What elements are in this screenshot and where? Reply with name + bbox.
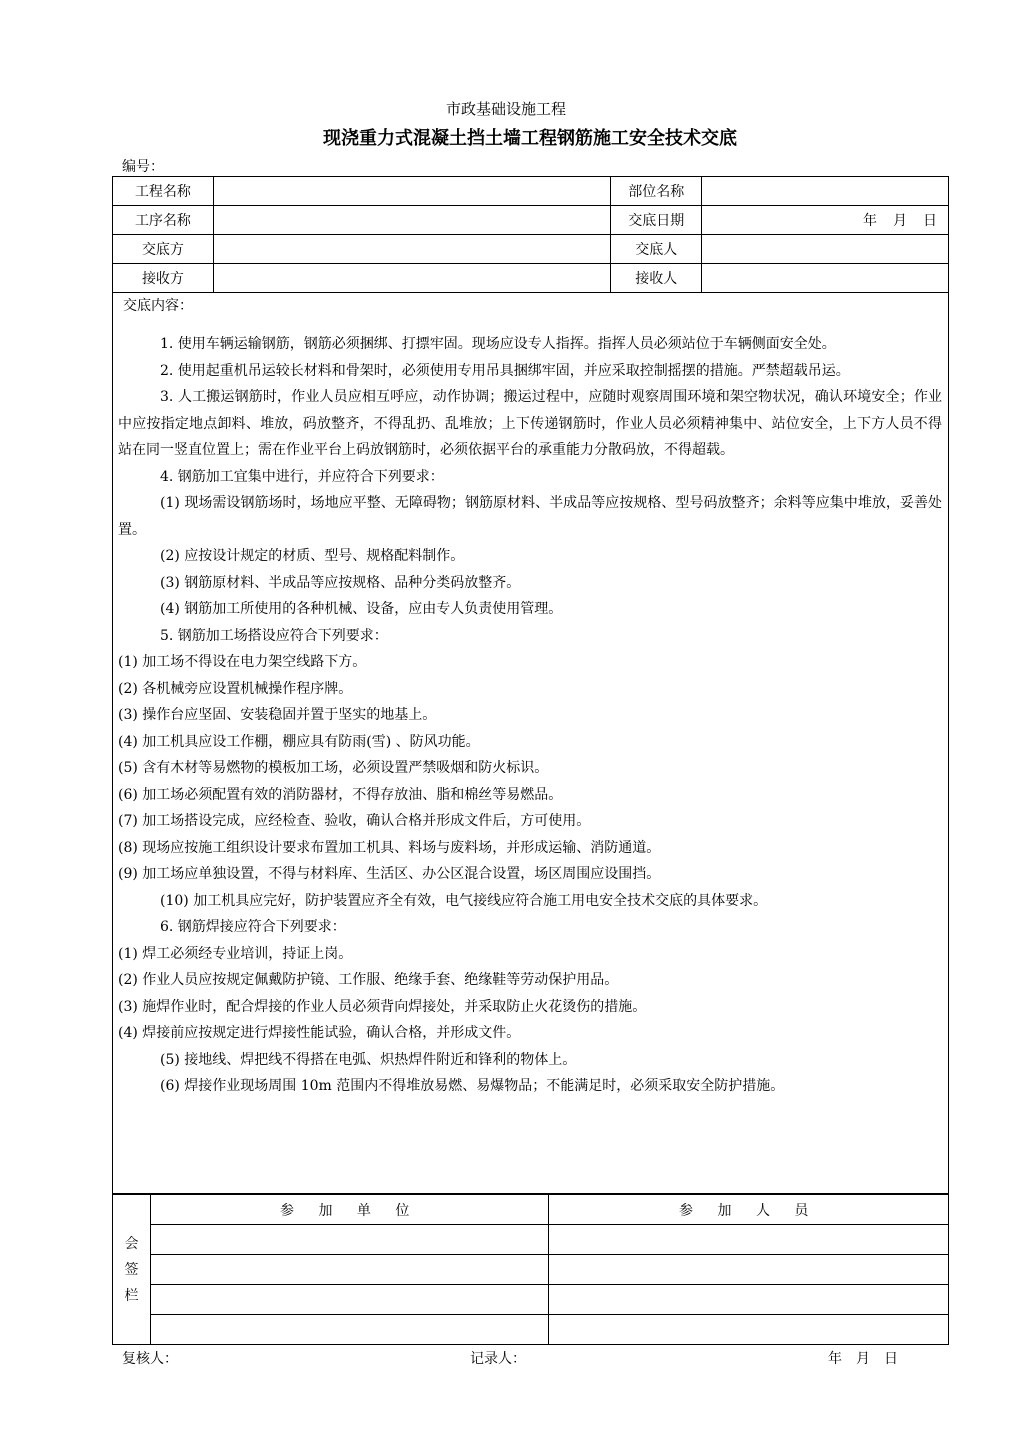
participating-person-cell[interactable] xyxy=(549,1255,949,1285)
content-item: 5. 钢筋加工场搭设应符合下列要求： xyxy=(160,627,388,644)
info-row-receiver xyxy=(113,264,949,293)
content-item: (1) 焊工必须经专业培训，持证上岗。 xyxy=(118,945,353,962)
reviewer-label: 复核人： xyxy=(122,1351,178,1367)
content-item: (3) 钢筋原材料、半成品等应按规格、品种分类码放整齐。 xyxy=(160,574,521,591)
signoff-row xyxy=(113,1255,949,1285)
content-item: (6) 加工场必须配置有效的消防器材，不得存放油、脂和棉丝等易燃品。 xyxy=(118,786,563,803)
content-section xyxy=(112,290,949,1194)
receiver-person-field[interactable] xyxy=(702,264,949,293)
content-item: (3) 施焊作业时，配合焊接的作业人员必须背向焊接处，并采取防止火花烫伤的措施。 xyxy=(118,998,647,1015)
discloser-person-label: 交底人 xyxy=(611,235,702,264)
process-name-label: 工序名称 xyxy=(113,206,214,235)
content-item: (5) 含有木材等易燃物的模板加工场，必须设置严禁吸烟和防火标识。 xyxy=(118,760,549,776)
participating-unit-cell[interactable] xyxy=(150,1225,549,1255)
receiver-party-field[interactable] xyxy=(213,264,610,293)
participating-unit-cell[interactable] xyxy=(150,1285,549,1315)
document-subtitle: 市政基础设施工程 xyxy=(445,100,566,118)
content-item: (7) 加工场搭设完成，应经检查、验收，确认合格并形成文件后，方可使用。 xyxy=(118,813,591,829)
disclosure-date-label: 交底日期 xyxy=(611,206,702,235)
content-item: (4) 焊接前应按规定进行焊接性能试验，确认合格，并形成文件。 xyxy=(118,1025,521,1041)
content-item: (1) 现场需设钢筋场时，场地应平整、无障碍物；钢筋原材料、半成品等应按规格、型号码放整齐；余料等应集中堆放，妥善处置。 xyxy=(118,495,942,538)
info-table xyxy=(112,176,949,293)
document-number-label: 编号： xyxy=(122,159,164,175)
content-item: 4. 钢筋加工宜集中进行，并应符合下列要求： xyxy=(160,468,444,485)
content-item: (5) 接地线、焊把线不得搭在电弧、炽热焊件附近和锋利的物体上。 xyxy=(160,1051,577,1068)
signoff-side-char: 签 xyxy=(124,1261,139,1278)
content-item: (2) 应按设计规定的材质、型号、规格配料制作。 xyxy=(160,548,465,564)
project-name-field[interactable] xyxy=(213,177,610,206)
discloser-person-field[interactable] xyxy=(702,235,949,264)
participating-person-cell[interactable] xyxy=(549,1315,949,1345)
part-name-field[interactable] xyxy=(702,177,949,206)
participating-unit-cell[interactable] xyxy=(150,1255,549,1285)
content-item: (4) 钢筋加工所使用的各种机械、设备，应由专人负责使用管理。 xyxy=(160,601,563,617)
content-item: 1. 使用车辆运输钢筋，钢筋必须捆绑、打摽牢固。现场应设专人指挥。指挥人员必须站位于车辆侧面安全处。 xyxy=(160,336,836,352)
signoff-row xyxy=(113,1225,949,1255)
info-row-discloser xyxy=(113,235,949,264)
signoff-row xyxy=(113,1285,949,1315)
receiver-party-label: 接收方 xyxy=(113,264,214,293)
signoff-row xyxy=(113,1315,949,1345)
content-item: (9) 加工场应单独设置，不得与材料库、生活区、办公区混合设置，场区周围应设围挡。 xyxy=(118,866,661,882)
content-item: (6) 焊接作业现场周围 10m 范围内不得堆放易燃、易爆物品；不能满足时，必须采取安全防护措施。 xyxy=(160,1078,785,1094)
content-item: (1) 加工场不得设在电力架空线路下方。 xyxy=(118,654,367,670)
content-item: (4) 加工机具应设工作棚，棚应具有防雨(雪) 、防风功能。 xyxy=(118,733,480,750)
signoff-side-char: 栏 xyxy=(124,1287,139,1304)
participating-unit-header: 参 加 单 位 xyxy=(150,1195,549,1225)
content-item: (2) 各机械旁应设置机械操作程序牌。 xyxy=(118,680,353,697)
participating-person-cell[interactable] xyxy=(549,1285,949,1315)
content-item: 2. 使用起重机吊运较长材料和骨架时，必须使用专用吊具捆绑牢固，并应采取控制摇摆的措施。严禁超载吊运。 xyxy=(160,362,850,379)
participating-unit-cell[interactable] xyxy=(150,1315,549,1345)
signoff-header-row xyxy=(113,1195,949,1225)
content-item: (2) 作业人员应按规定佩戴防护镜、工作服、绝缘手套、绝缘鞋等劳动保护用品。 xyxy=(118,972,619,988)
signoff-side-char: 会 xyxy=(124,1235,139,1252)
info-row-process xyxy=(113,206,949,235)
disclosure-date-field[interactable]: 年 月 日 xyxy=(702,206,949,235)
content-item: 3. 人工搬运钢筋时，作业人员应相互呼应，动作协调；搬运过程中，应随时观察周围环境和架空物状况，确认环境安全；作业中应按指定地点卸料、堆放，码放整齐，不得乱扔、乱堆放；上下传递钢筋时，作业人员必须精神集中、站位安全，上下方人员不得站在同一竖直位置上；需在作业平台上码放钢筋时，必须依据平台的承重能力分散码放，不得超载。 xyxy=(118,389,942,458)
participating-person-header: 参 加 人 员 xyxy=(549,1195,949,1225)
discloser-party-field[interactable] xyxy=(213,235,610,264)
participating-person-cell[interactable] xyxy=(549,1225,949,1255)
footer-date: 年 月 日 xyxy=(828,1351,898,1367)
signoff-side-label xyxy=(113,1195,151,1345)
recorder-label: 记录人： xyxy=(470,1351,526,1367)
document-title: 现浇重力式混凝土挡土墙工程钢筋施工安全技术交底 xyxy=(323,128,737,149)
discloser-party-label: 交底方 xyxy=(113,235,214,264)
project-name-label: 工程名称 xyxy=(113,177,214,206)
content-item: (8) 现场应按施工组织设计要求布置加工机具、料场与废料场，并形成运输、消防通道。 xyxy=(118,839,661,856)
receiver-person-label: 接收人 xyxy=(611,264,702,293)
process-name-field[interactable] xyxy=(213,206,610,235)
info-row-project xyxy=(113,177,949,206)
content-items xyxy=(118,331,942,1100)
content-label: 交底内容： xyxy=(123,298,193,314)
signoff-table xyxy=(112,1194,949,1345)
content-item: (3) 操作台应坚固、安装稳固并置于坚实的地基上。 xyxy=(118,707,437,723)
content-item: 6. 钢筋焊接应符合下列要求： xyxy=(160,919,346,935)
content-item: (10) 加工机具应完好，防护装置应齐全有效，电气接线应符合施工用电安全技术交底的具体要求。 xyxy=(160,892,768,909)
part-name-label: 部位名称 xyxy=(611,177,702,206)
